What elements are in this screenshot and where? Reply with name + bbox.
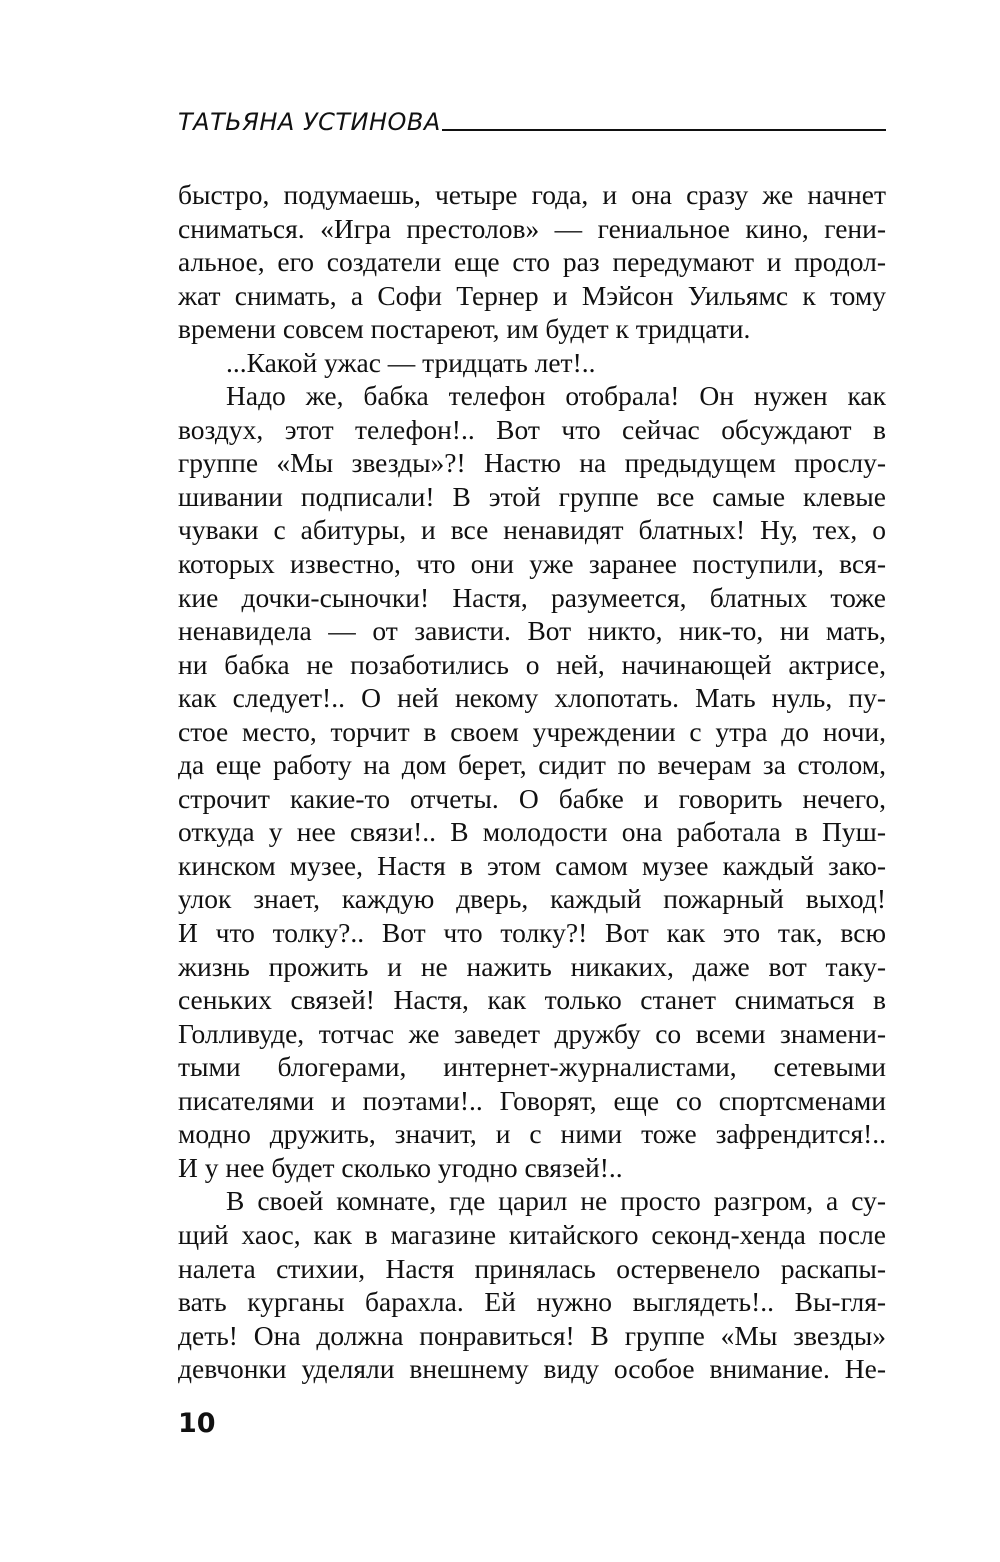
text-line: кие дочки-сыночки! Настя, разумеется, блатных тоже [178,581,886,613]
text-line: девчонки уделяли внешнему виду особое внимание. Не- [178,1353,886,1385]
running-header [178,106,886,140]
text-line: как следует!.. О ней некому хлопотать. Мать нуль, пу- [178,682,886,714]
text-line: ни бабка не позаботились о ней, начинающей актрисе, [178,648,886,680]
text-line: группе «Мы звезды»?! Настю на предыдущем прослу- [178,447,886,479]
text-line: кинском музее, Настя в этом самом музее каждый зако- [178,849,886,881]
text-line: стое место, торчит в своем учреждении с утра до ночи, [178,715,886,747]
text-line: ...Какой ужас — тридцать лет!.. [226,346,596,378]
text-line: Надо же, бабка телефон отобрала! Он нужен как [226,380,886,412]
text-line: улок знает, каждую дверь, каждый пожарный выход! [178,883,886,915]
text-line: альное, его создатели еще сто раз передумают и продол- [178,246,886,278]
text-line: писателями и поэтами!.. Говорят, еще со спортсменами [178,1084,886,1116]
text-line: И что толку?.. Вот что толку?! Вот как это так, всю [178,917,886,949]
text-line: деть! Она должна понравиться! В группе «Мы звезды» [178,1319,886,1351]
author-name: ТАТЬЯНА УСТИНОВА [178,108,441,136]
text-line: строчит какие-то отчеты. О бабке и говорить нечего, [178,782,886,814]
text-line: быстро, подумаешь, четыре года, и она сразу же начнет [178,179,886,210]
text-line: модно дружить, значит, и с ними тоже зафрендится!.. [178,1118,886,1150]
text-line: да еще работу на дом берет, сидит по вечерам за столом, [178,749,886,781]
header-rule [442,129,886,131]
text-line: ненавидела — от зависти. Вот никто, ник-то, ни мать, [178,615,886,647]
text-line: времени совсем постареют, им будет к тридцати. [178,313,751,345]
text-line: жат снимать, а Софи Тернер и Мэйсон Уильямс к тому [178,279,886,311]
text-line: которых известно, что они уже заранее поступили, вся- [178,548,886,580]
text-line: вать курганы барахла. Ей нужно выглядеть!.. Вы-гля- [178,1286,886,1318]
text-line: щий хаос, как в магазине китайского секонд-хенда после [178,1218,886,1250]
text-line: жизнь прожить и не нажить никаких, даже вот таку- [178,950,886,982]
text-line: В своей комнате, где царил не просто разгром, а су- [226,1185,886,1217]
paragraph [178,346,886,380]
paragraph [178,379,886,1184]
text-line: тыми блогерами, интернет-журналистами, сетевыми [178,1051,886,1083]
page-number: 10 [178,1408,216,1439]
text-line: шивании подписали! В этой группе все самые клевые [178,480,886,512]
text-line: воздух, этот телефон!.. Вот что сейчас обсуждают в [178,413,886,445]
text-line: И у нее будет сколько угодно связей!.. [178,1151,623,1183]
text-line: Голливуде, тотчас же заведет дружбу со всеми знамени- [178,1017,886,1049]
paragraph [178,1184,886,1385]
text-line: сеньких связей! Настя, как только станет сниматься в [178,984,886,1016]
text-line: сниматься. «Игра престолов» — гениальное кино, гени- [178,212,886,244]
paragraph [178,178,886,346]
page-body [178,178,886,1386]
text-line: чуваки с абитуры, и все ненавидят блатных! Ну, тех, о [178,514,886,546]
text-line: налета стихии, Настя принялась остервенело раскапы- [178,1252,886,1284]
text-line: откуда у нее связи!.. В молодости она работала в Пуш- [178,816,886,848]
